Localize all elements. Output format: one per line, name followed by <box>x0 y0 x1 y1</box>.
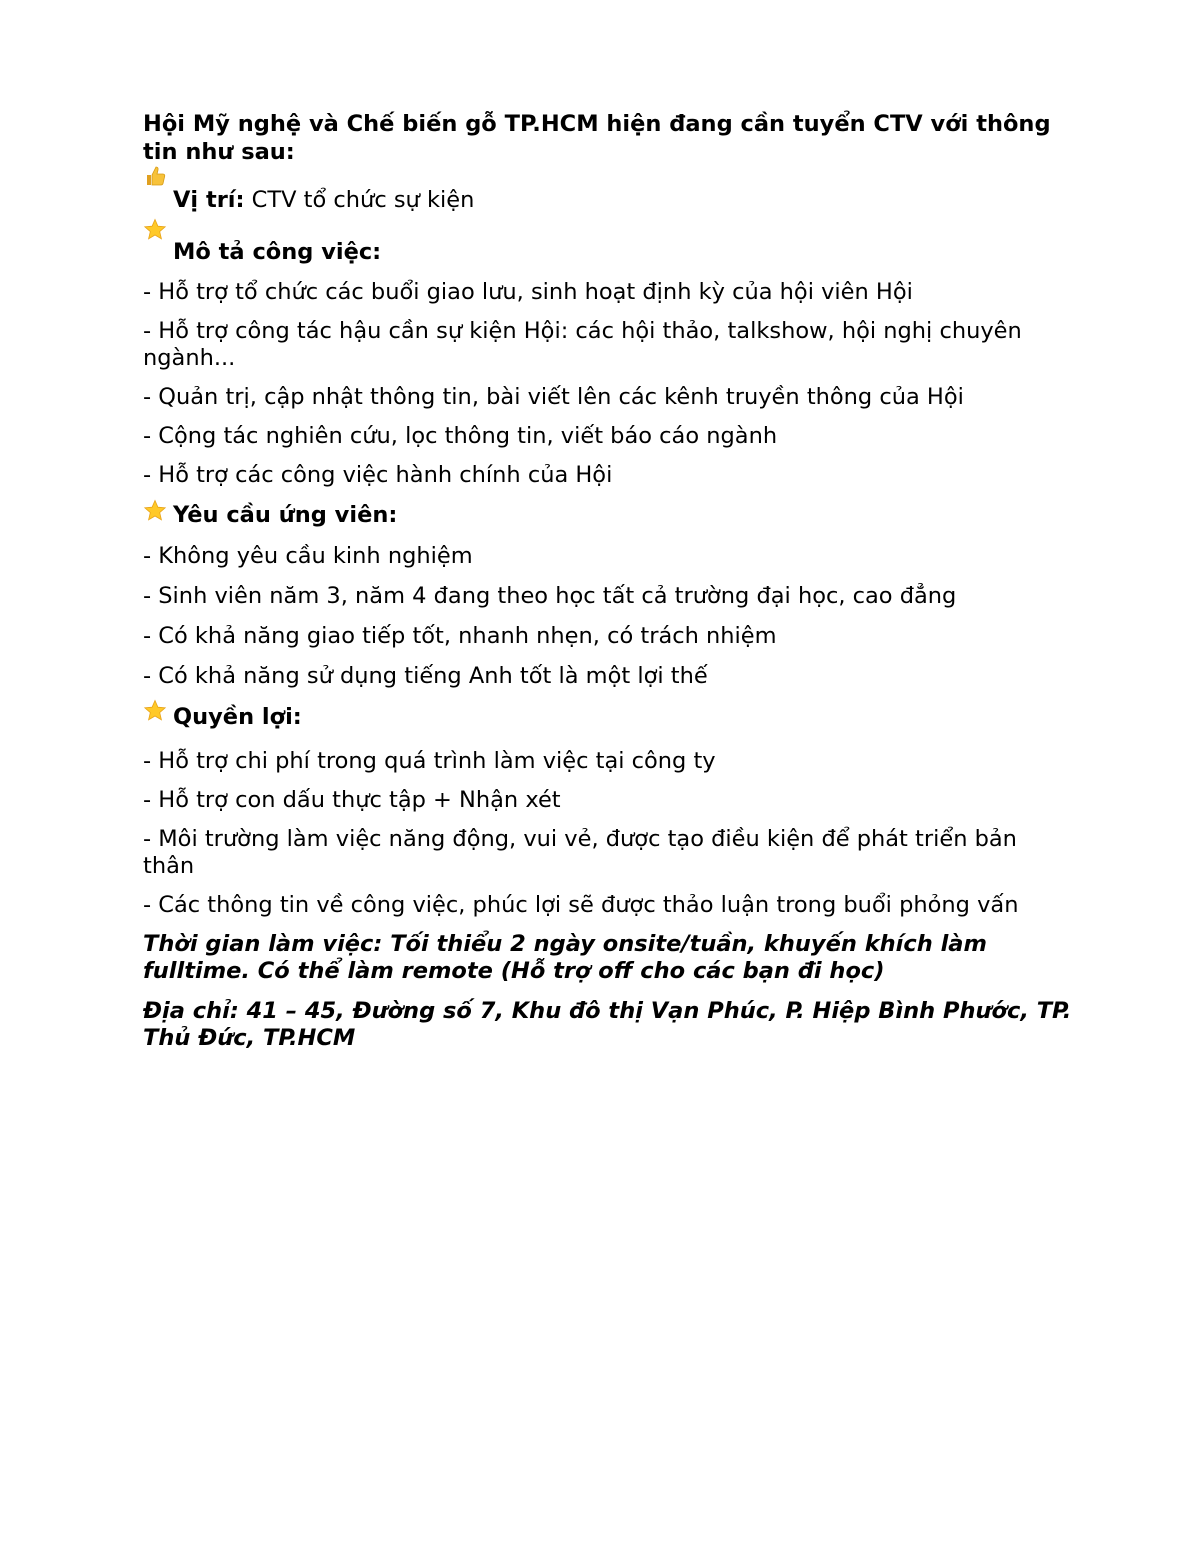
document-title: Hội Mỹ nghệ và Chế biến gỗ TP.HCM hiện đang cần tuyển CTV với thông tin như sau: <box>143 111 1051 165</box>
document-page <box>143 110 1073 1052</box>
star-icon <box>143 699 167 723</box>
list-item: - Có khả năng giao tiếp tốt, nhanh nhẹn, có trách nhiệm <box>143 623 777 649</box>
list-item: - Hỗ trợ chi phí trong quá trình làm việc tại công ty <box>143 748 716 774</box>
list-item: - Hỗ trợ con dấu thực tập + Nhận xét <box>143 787 561 813</box>
address: Địa chỉ: 41 – 45, Đường số 7, Khu đô thị Vạn Phúc, P. Hiệp Bình Phước, TP. Thủ Đức, TP.HCM <box>143 998 1072 1051</box>
star-icon <box>143 499 167 523</box>
benefits-heading-row <box>143 703 1073 733</box>
star-icon <box>143 218 167 242</box>
job-description-heading: Mô tả công việc: <box>173 239 382 265</box>
list-item: - Hỗ trợ công tác hậu cần sự kiện Hội: các hội thảo, talkshow, hội nghị chuyên ngành... <box>143 318 1022 371</box>
requirements-heading-row <box>143 501 1073 531</box>
list-item: - Các thông tin về công việc, phúc lợi sẽ được thảo luận trong buổi phỏng vấn <box>143 892 1019 918</box>
list-item: - Không yêu cầu kinh nghiệm <box>143 543 473 569</box>
job-description-heading-row <box>143 222 1073 266</box>
list-item: - Cộng tác nghiên cứu, lọc thông tin, viết báo cáo ngành <box>143 423 778 449</box>
list-item: - Sinh viên năm 3, năm 4 đang theo học tất cả trường đại học, cao đẳng <box>143 583 957 609</box>
working-time: Thời gian làm việc: Tối thiểu 2 ngày onsite/tuần, khuyến khích làm fulltime. Có thể làm remote (Hỗ trợ off cho các bạn đi học) <box>143 931 987 984</box>
list-item: - Có khả năng sử dụng tiếng Anh tốt là một lợi thế <box>143 663 708 689</box>
position-row <box>143 174 1073 214</box>
benefits-heading: Quyền lợi: <box>173 704 302 730</box>
list-item: - Quản trị, cập nhật thông tin, bài viết lên các kênh truyền thông của Hội <box>143 384 964 410</box>
list-item: - Hỗ trợ các công việc hành chính của Hội <box>143 462 613 488</box>
list-item: - Môi trường làm việc năng động, vui vẻ, được tạo điều kiện để phát triển bản thân <box>143 826 1017 879</box>
requirements-heading: Yêu cầu ứng viên: <box>173 502 398 528</box>
list-item: - Hỗ trợ tổ chức các buổi giao lưu, sinh hoạt định kỳ của hội viên Hội <box>143 279 913 305</box>
position-value: CTV tổ chức sự kiện <box>244 187 475 213</box>
position-label: Vị trí: <box>173 187 245 213</box>
thumbs-up-icon <box>143 164 167 188</box>
